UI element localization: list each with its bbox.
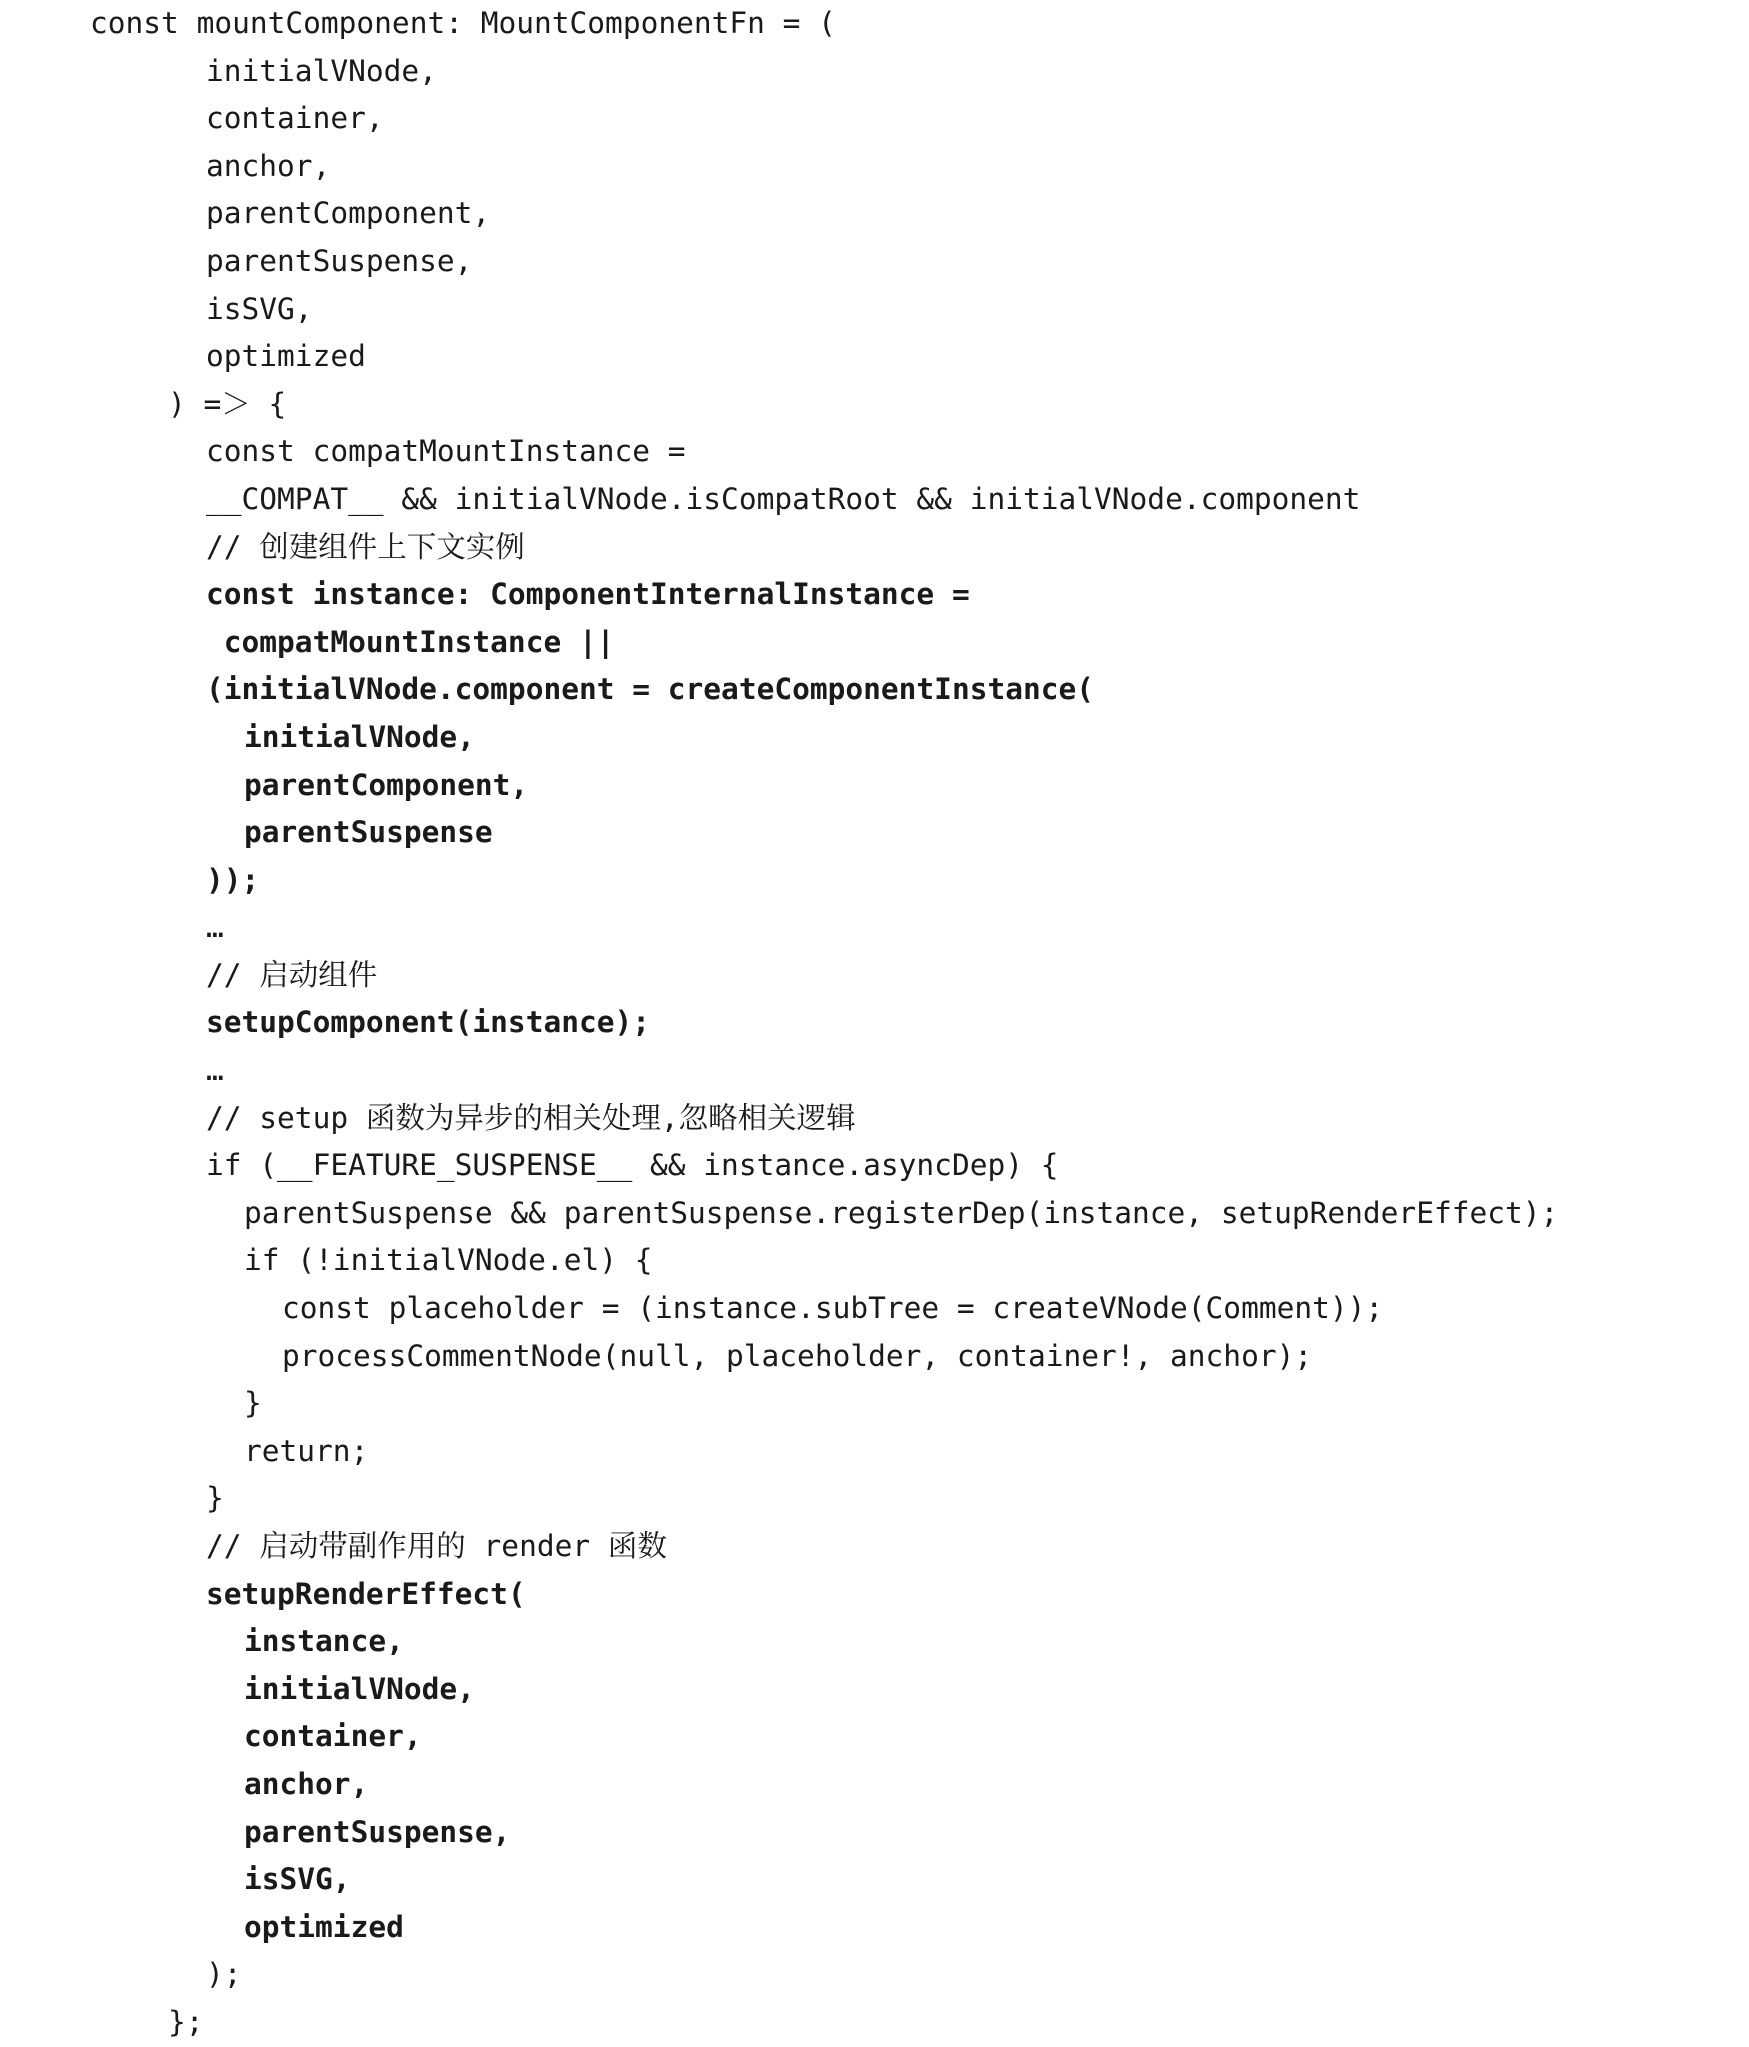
code-line: processCommentNode(null, placeholder, container!, anchor); [282, 1338, 1313, 1373]
code-line: parentSuspense [244, 815, 493, 850]
code-line: compatMountInstance || [206, 624, 615, 659]
code-line: … [206, 910, 224, 945]
code-line: )); [206, 862, 260, 897]
code-line: anchor, [206, 148, 331, 183]
code-line: // setup 函数为异步的相关处理,忽略相关逻辑 [206, 1100, 856, 1135]
code-line: __COMPAT__ && initialVNode.isCompatRoot && initialVNode.component [206, 481, 1361, 516]
code-line: const compatMountInstance = [206, 434, 686, 469]
code-line: anchor, [244, 1766, 369, 1801]
code-line: container, [244, 1719, 422, 1754]
code-line: isSVG, [206, 291, 313, 326]
code-line: return; [244, 1433, 369, 1468]
code-line: ) =＞ { [168, 386, 287, 421]
code-line: initialVNode, [206, 53, 437, 88]
code-line: parentSuspense && parentSuspense.registerDep(instance, setupRenderEffect); [244, 1195, 1559, 1230]
code-line: container, [206, 101, 384, 136]
code-block [90, 0, 1558, 2047]
code-line: if (__FEATURE_SUSPENSE__ && instance.asyncDep) { [206, 1148, 1059, 1183]
code-line: // 创建组件上下文实例 [206, 529, 525, 564]
code-line: initialVNode, [244, 719, 475, 754]
code-line: } [206, 1481, 224, 1516]
code-line: parentSuspense, [244, 1814, 511, 1849]
code-line: // 启动组件 [206, 957, 378, 992]
code-line: const placeholder = (instance.subTree = createVNode(Comment)); [282, 1291, 1384, 1326]
code-line: parentComponent, [244, 767, 529, 802]
code-line: isSVG, [244, 1862, 351, 1897]
code-line: const mountComponent: MountComponentFn = ( [90, 6, 836, 40]
code-line: setupComponent(instance); [206, 1005, 651, 1040]
code-line: } [244, 1386, 262, 1421]
code-line: (initialVNode.component = createComponentInstance( [206, 672, 1095, 707]
code-line: parentComponent, [206, 196, 491, 231]
code-line: if (!initialVNode.el) { [244, 1243, 653, 1278]
code-line: initialVNode, [244, 1671, 475, 1706]
code-line: setupRenderEffect( [206, 1576, 526, 1611]
code-line: instance, [244, 1624, 404, 1659]
code-line: parentSuspense, [206, 243, 473, 278]
code-line: … [206, 1053, 224, 1088]
code-line: }; [168, 2004, 204, 2039]
code-line: optimized [244, 1909, 404, 1944]
code-line: const instance: ComponentInternalInstance = [206, 577, 970, 612]
code-line: ); [206, 1957, 242, 1992]
code-line: optimized [206, 339, 366, 374]
code-line: // 启动带副作用的 render 函数 [206, 1529, 667, 1563]
